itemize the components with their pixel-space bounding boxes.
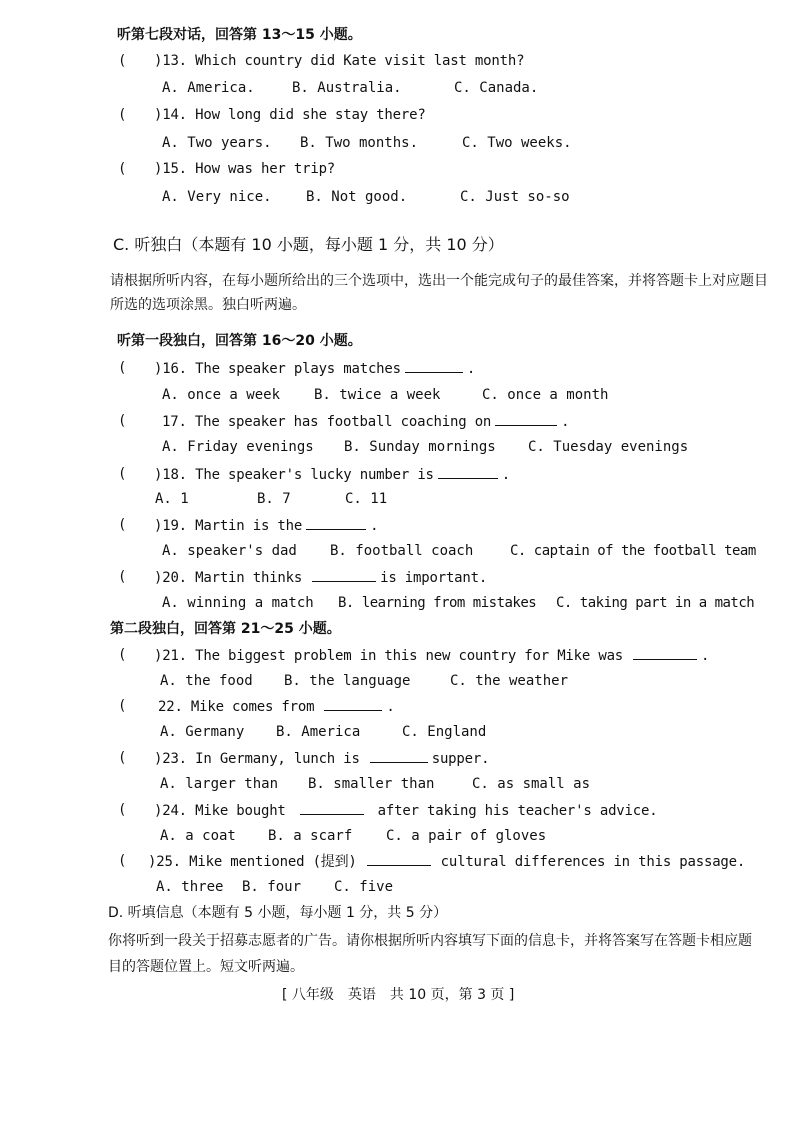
option-c: C. Two weeks. (462, 135, 572, 151)
monologue-2-header: 第二段独白，回答第 21～25 小题。 (110, 621, 341, 637)
option-c: C. taking part in a match (556, 595, 755, 611)
answer-paren: ( (118, 107, 127, 123)
option-c: C. the weather (450, 673, 569, 689)
option-a: A. America. (162, 80, 255, 96)
answer-blank (367, 852, 431, 866)
question-stem-end: . (701, 648, 710, 664)
option-c: C. Canada. (454, 80, 539, 96)
answer-paren: ( (118, 698, 127, 714)
option-b: B. four (242, 879, 302, 895)
question-stem: )15. How was her trip? (154, 161, 336, 177)
question-stem-end: cultural differences in this passage. (440, 854, 746, 870)
question-stem: )21. The biggest problem in this new country for Mike was (154, 648, 624, 664)
answer-blank (370, 749, 428, 763)
option-b: B. learning from mistakes (338, 595, 537, 611)
option-c: C. 11 (345, 491, 388, 507)
option-b: B. Sunday mornings (344, 439, 496, 455)
question-stem-end: . (466, 361, 476, 377)
option-a: A. the food (160, 673, 253, 689)
option-a: A. 1 (155, 491, 189, 507)
question-stem: )19. Martin is the (154, 518, 303, 534)
answer-paren: ( (118, 161, 127, 177)
answer-blank (312, 568, 376, 582)
answer-paren: ( (118, 569, 127, 585)
question-stem: )20. Martin thinks (154, 570, 303, 586)
monologue-1-header: 听第一段独白，回答第 16～20 小题。 (117, 333, 362, 349)
section-c-header: C. 听独白（本题有 10 小题，每小题 1 分，共 10 分） (113, 235, 504, 254)
option-c: C. Just so-so (460, 189, 570, 205)
answer-blank (495, 412, 557, 426)
answer-blank (438, 465, 498, 479)
option-b: B. Two months. (300, 135, 419, 151)
answer-paren: ( (118, 517, 127, 533)
option-c: C. captain of the football team (510, 543, 756, 559)
option-a: A. larger than (160, 776, 279, 792)
question-stem: )23. In Germany, lunch is (154, 751, 360, 767)
page-footer: [ 八年级 英语 共 10 页，第 3 页 ] (282, 987, 515, 1003)
question-stem: )13. Which country did Kate visit last month? (154, 53, 525, 69)
option-c: C. as small as (472, 776, 591, 792)
option-c: C. a pair of gloves (386, 828, 547, 844)
answer-paren: ( (118, 466, 127, 482)
question-stem: )14. How long did she stay there? (154, 107, 426, 123)
question-stem-end: . (386, 699, 395, 715)
option-b: B. 7 (257, 491, 291, 507)
option-b: B. football coach (330, 543, 474, 559)
option-b: B. Australia. (292, 80, 402, 96)
question-stem-end: . (370, 518, 379, 534)
question-stem-end: . (561, 414, 570, 430)
answer-paren: ( (118, 802, 127, 818)
question-stem-end: is important. (380, 570, 488, 586)
section-d-header: D. 听填信息（本题有 5 小题，每小题 1 分，共 5 分） (108, 905, 448, 921)
option-b: B. a scarf (268, 828, 353, 844)
option-c: C. once a month (482, 387, 609, 403)
answer-blank (633, 646, 697, 660)
question-stem: )18. The speaker's lucky number is (154, 467, 434, 483)
answer-blank (300, 801, 364, 815)
option-a: A. a coat (160, 828, 236, 844)
question-stem: 22. Mike comes from (158, 699, 315, 715)
option-b: B. the language (284, 673, 411, 689)
question-stem-end: . (501, 467, 511, 483)
option-a: A. speaker's dad (162, 543, 297, 559)
answer-paren: ( (118, 750, 127, 766)
option-a: A. Very nice. (162, 189, 272, 205)
dialogue-7-header: 听第七段对话，回答第 13～15 小题。 (117, 27, 362, 43)
option-a: A. winning a match (162, 595, 314, 611)
answer-blank (306, 516, 366, 530)
answer-paren: ( (118, 413, 127, 429)
answer-blank (324, 697, 382, 711)
option-c: C. five (334, 879, 394, 895)
option-b: B. twice a week (314, 387, 441, 403)
question-stem: )16. The speaker plays matches (154, 361, 401, 377)
option-a: A. Two years. (162, 135, 272, 151)
option-c: C. Tuesday evenings (528, 439, 689, 455)
option-b: B. smaller than (308, 776, 435, 792)
section-c-instructions: 请根据所听内容，在每小题所给出的三个选项中，选出一个能完成句子的最佳答案，并将答题卡上对应题目所选的选项涂黑。独白听两遍。 (110, 273, 768, 313)
answer-paren: ( (118, 360, 127, 376)
option-a: A. Germany (160, 724, 245, 740)
question-stem: 17. The speaker has football coaching on (162, 414, 492, 430)
question-stem-end: supper. (431, 751, 490, 767)
answer-paren: ( (118, 53, 127, 69)
option-a: A. once a week (162, 387, 281, 403)
option-a: A. three (156, 879, 224, 895)
question-stem: )25. Mike mentioned (提到) (148, 854, 357, 870)
option-c: C. England (402, 724, 487, 740)
answer-paren: ( (118, 853, 127, 869)
section-d-instructions: 你将听到一段关于招募志愿者的广告。请你根据所听内容填写下面的信息卡，并将答案写在答题卡相应题目的答题位置上。短文听两遍。 (108, 933, 752, 975)
option-a: A. Friday evenings (162, 439, 314, 455)
option-b: B. Not good. (306, 189, 408, 205)
question-stem: )24. Mike bought (154, 803, 286, 819)
answer-blank (405, 359, 463, 373)
answer-paren: ( (118, 647, 127, 663)
option-b: B. America (276, 724, 361, 740)
question-stem-end: after taking his teacher's advice. (377, 803, 658, 819)
